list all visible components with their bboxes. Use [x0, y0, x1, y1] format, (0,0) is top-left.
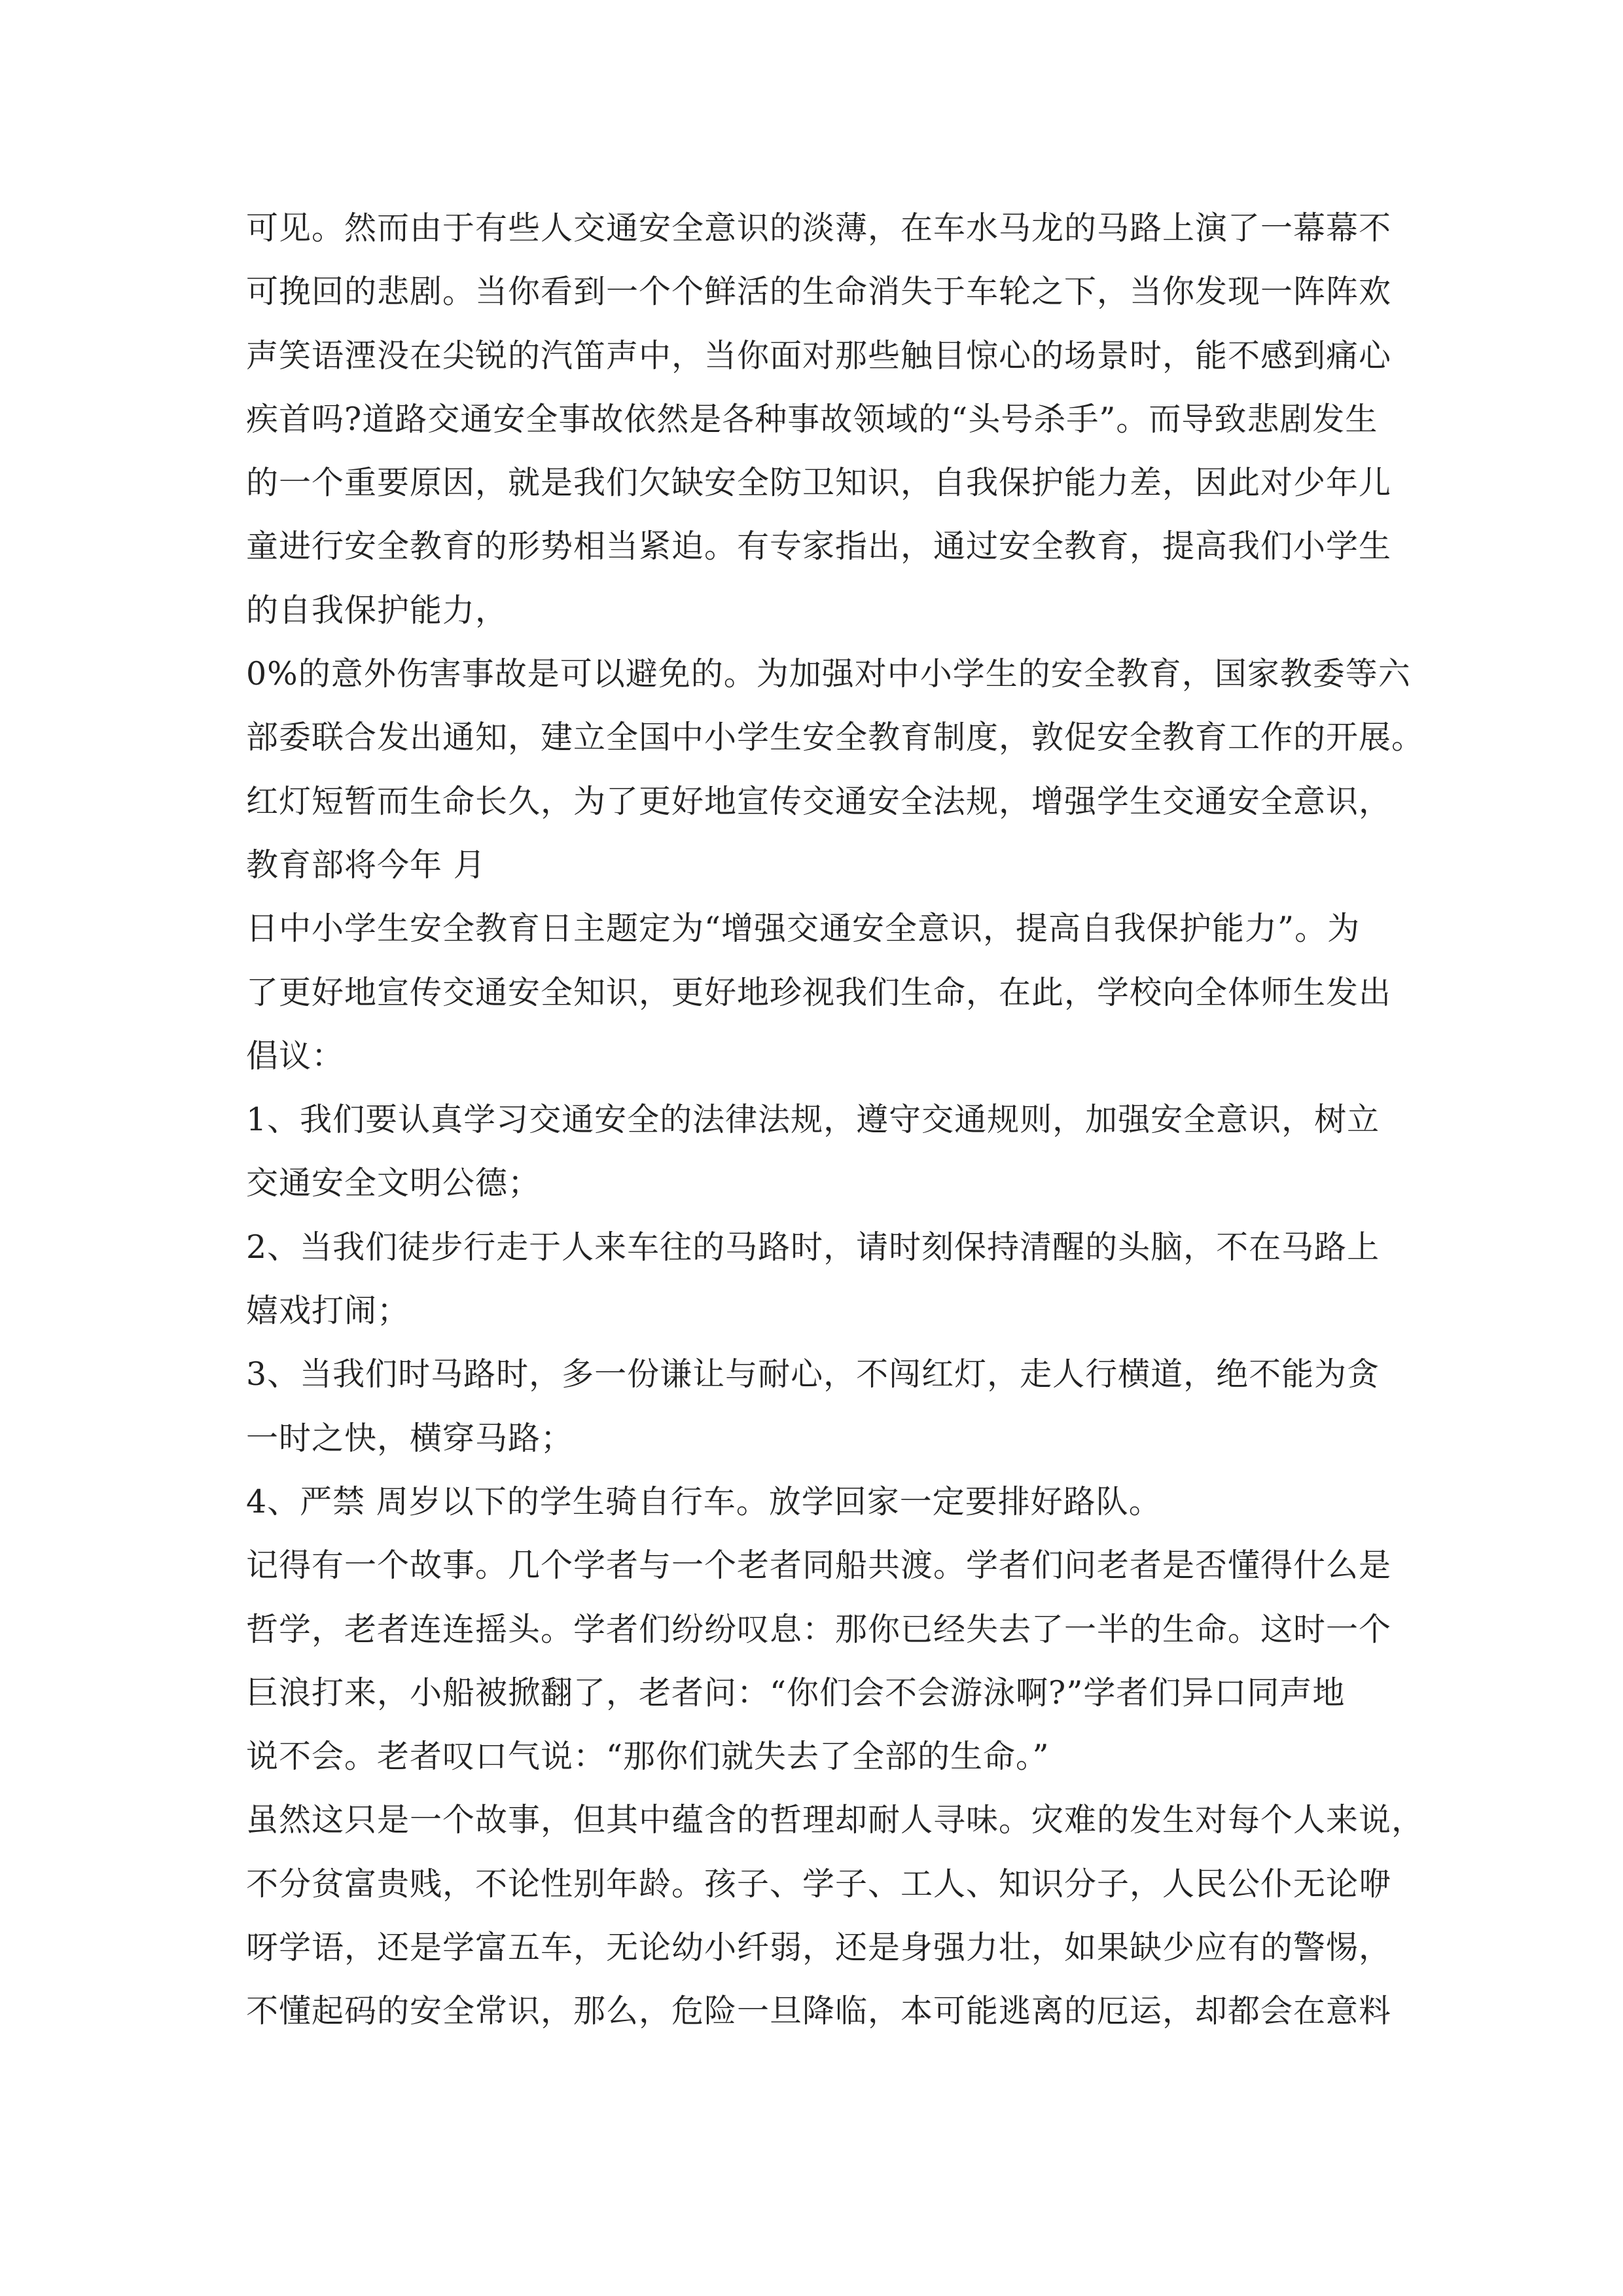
text-line: 不懂起码的安全常识，那么，危险一旦降临，本可能逃离的厄运，却都会在意料 — [246, 1992, 1392, 2030]
text-line: 嬉戏打闹； — [246, 1292, 410, 1330]
text-line: 哲学，老者连连摇头。学者们纷纷叹息：那你已经失去了一半的生命。这时一个 — [246, 1610, 1392, 1648]
text-line: 部委联合发出通知，建立全国中小学生安全教育制度，敦促安全教育工作的开展。 — [246, 719, 1425, 757]
text-line: 童进行安全教育的形势相当紧迫。有专家指出，通过安全教育，提高我们小学生 — [246, 528, 1392, 565]
text-line: 交通安全文明公德； — [246, 1164, 541, 1202]
text-line: 4、严禁 周岁以下的学生骑自行车。放学回家一定要排好路队。 — [246, 1482, 1162, 1520]
text-line: 巨浪打来，小船被掀翻了，老者问：“你们会不会游泳啊?”学者们异口同声地 — [246, 1674, 1346, 1712]
document-body — [246, 196, 1425, 2043]
text-line: 倡议： — [246, 1037, 345, 1075]
text-line: 0%的意外伤害事故是可以避免的。为加强对中小学生的安全教育，国家教委等六 — [246, 655, 1411, 693]
text-line: 不分贫富贵贱，不论性别年龄。孩子、学子、工人、知识分子，人民公仆无论咿 — [246, 1865, 1392, 1903]
text-line: 说不会。老者叹口气说：“那你们就失去了全部的生命。” — [246, 1738, 1050, 1776]
text-line: 了更好地宣传交通安全知识，更好地珍视我们生命，在此，学校向全体师生发出 — [246, 973, 1392, 1011]
text-line: 可见。然而由于有些人交通安全意识的淡薄，在车水马龙的马路上演了一幕幕不 — [246, 209, 1392, 247]
text-line: 2、当我们徒步行走于人来车往的马路时，请时刻保持清醒的头脑，不在马路上 — [246, 1228, 1380, 1266]
text-line: 教育部将今年 月 — [246, 846, 486, 884]
text-line: 日中小学生安全教育日主题定为“增强交通安全意识，提高自我保护能力”。为 — [246, 910, 1361, 948]
text-line: 呀学语，还是学富五车，无论幼小纤弱，还是身强力壮，如果缺少应有的警惕， — [246, 1929, 1392, 1967]
text-line: 虽然这只是一个故事，但其中蕴含的哲理却耐人寻味。灾难的发生对每个人来说， — [246, 1801, 1425, 1839]
text-line: 1、我们要认真学习交通安全的法律法规，遵守交通规则，加强安全意识，树立 — [246, 1101, 1380, 1139]
text-line: 记得有一个故事。几个学者与一个老者同船共渡。学者们问老者是否懂得什么是 — [246, 1547, 1392, 1585]
text-line: 一时之快，横穿马路； — [246, 1419, 574, 1457]
text-line: 3、当我们时马路时，多一份谦让与耐心，不闯红灯，走人行横道，绝不能为贪 — [246, 1355, 1380, 1393]
text-line: 疾首吗?道路交通安全事故依然是各种事故领域的“头号杀手”。而导致悲剧发生 — [246, 400, 1378, 438]
text-line: 的自我保护能力， — [246, 591, 508, 629]
text-line: 红灯短暂而生命长久，为了更好地宣传交通安全法规，增强学生交通安全意识， — [246, 782, 1392, 820]
text-line: 的一个重要原因，就是我们欠缺安全防卫知识，自我保护能力差，因此对少年儿 — [246, 464, 1392, 502]
text-line: 声笑语湮没在尖锐的汽笛声中，当你面对那些触目惊心的场景时，能不感到痛心 — [246, 336, 1392, 374]
text-line: 可挽回的悲剧。当你看到一个个鲜活的生命消失于车轮之下，当你发现一阵阵欢 — [246, 273, 1392, 311]
